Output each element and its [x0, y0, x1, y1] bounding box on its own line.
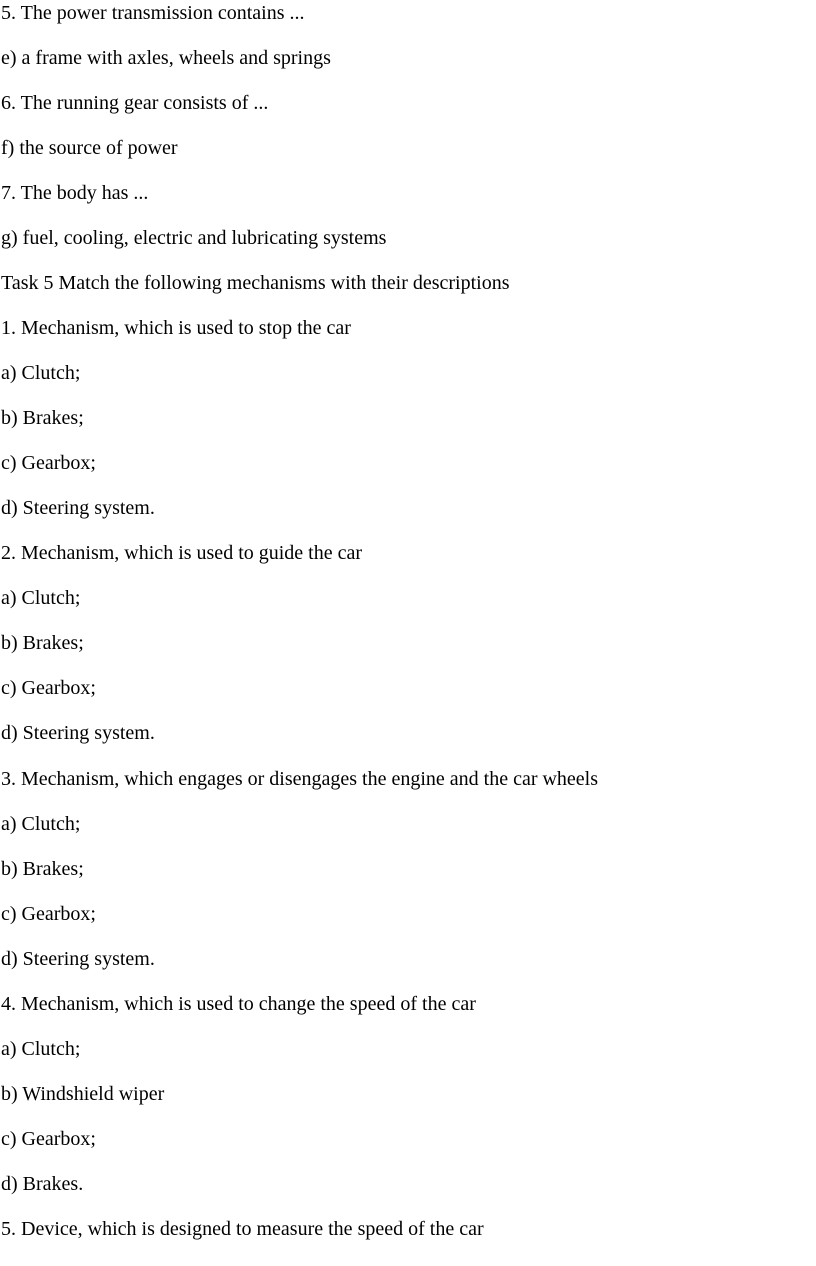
option-a: a) Clutch; [1, 1038, 81, 1060]
text-line: g) fuel, cooling, electric and lubricating systems [1, 227, 387, 249]
option-b: b) Windshield wiper [1, 1083, 165, 1105]
option-c: c) Gearbox; [1, 677, 96, 699]
text-line: f) the source of power [1, 137, 178, 159]
option-d: d) Steering system. [1, 722, 155, 744]
option-d: d) Brakes. [1, 1173, 84, 1195]
question-1: 1. Mechanism, which is used to stop the car [1, 317, 351, 339]
option-b: b) Brakes; [1, 858, 84, 880]
text-line: 6. The running gear consists of ... [1, 92, 269, 114]
option-c: c) Gearbox; [1, 1128, 96, 1150]
question-5: 5. Device, which is designed to measure the speed of the car [1, 1218, 484, 1240]
question-4: 4. Mechanism, which is used to change the speed of the car [1, 993, 476, 1015]
text-line: 7. The body has ... [1, 182, 149, 204]
option-c: c) Gearbox; [1, 452, 96, 474]
option-d: d) Steering system. [1, 497, 155, 519]
question-3: 3. Mechanism, which engages or disengages the engine and the car wheels [1, 768, 599, 790]
option-c: c) Gearbox; [1, 903, 96, 925]
option-d: d) Steering system. [1, 948, 155, 970]
text-line: e) a frame with axles, wheels and springs [1, 47, 331, 69]
option-a: a) Clutch; [1, 587, 81, 609]
option-a: a) Clutch; [1, 362, 81, 384]
question-2: 2. Mechanism, which is used to guide the car [1, 542, 363, 564]
task-heading: Task 5 Match the following mechanisms with their descriptions [1, 272, 510, 294]
text-line: 5. The power transmission contains ... [1, 2, 305, 24]
option-b: b) Brakes; [1, 632, 84, 654]
option-b: b) Brakes; [1, 407, 84, 429]
option-a: a) Clutch; [1, 813, 81, 835]
